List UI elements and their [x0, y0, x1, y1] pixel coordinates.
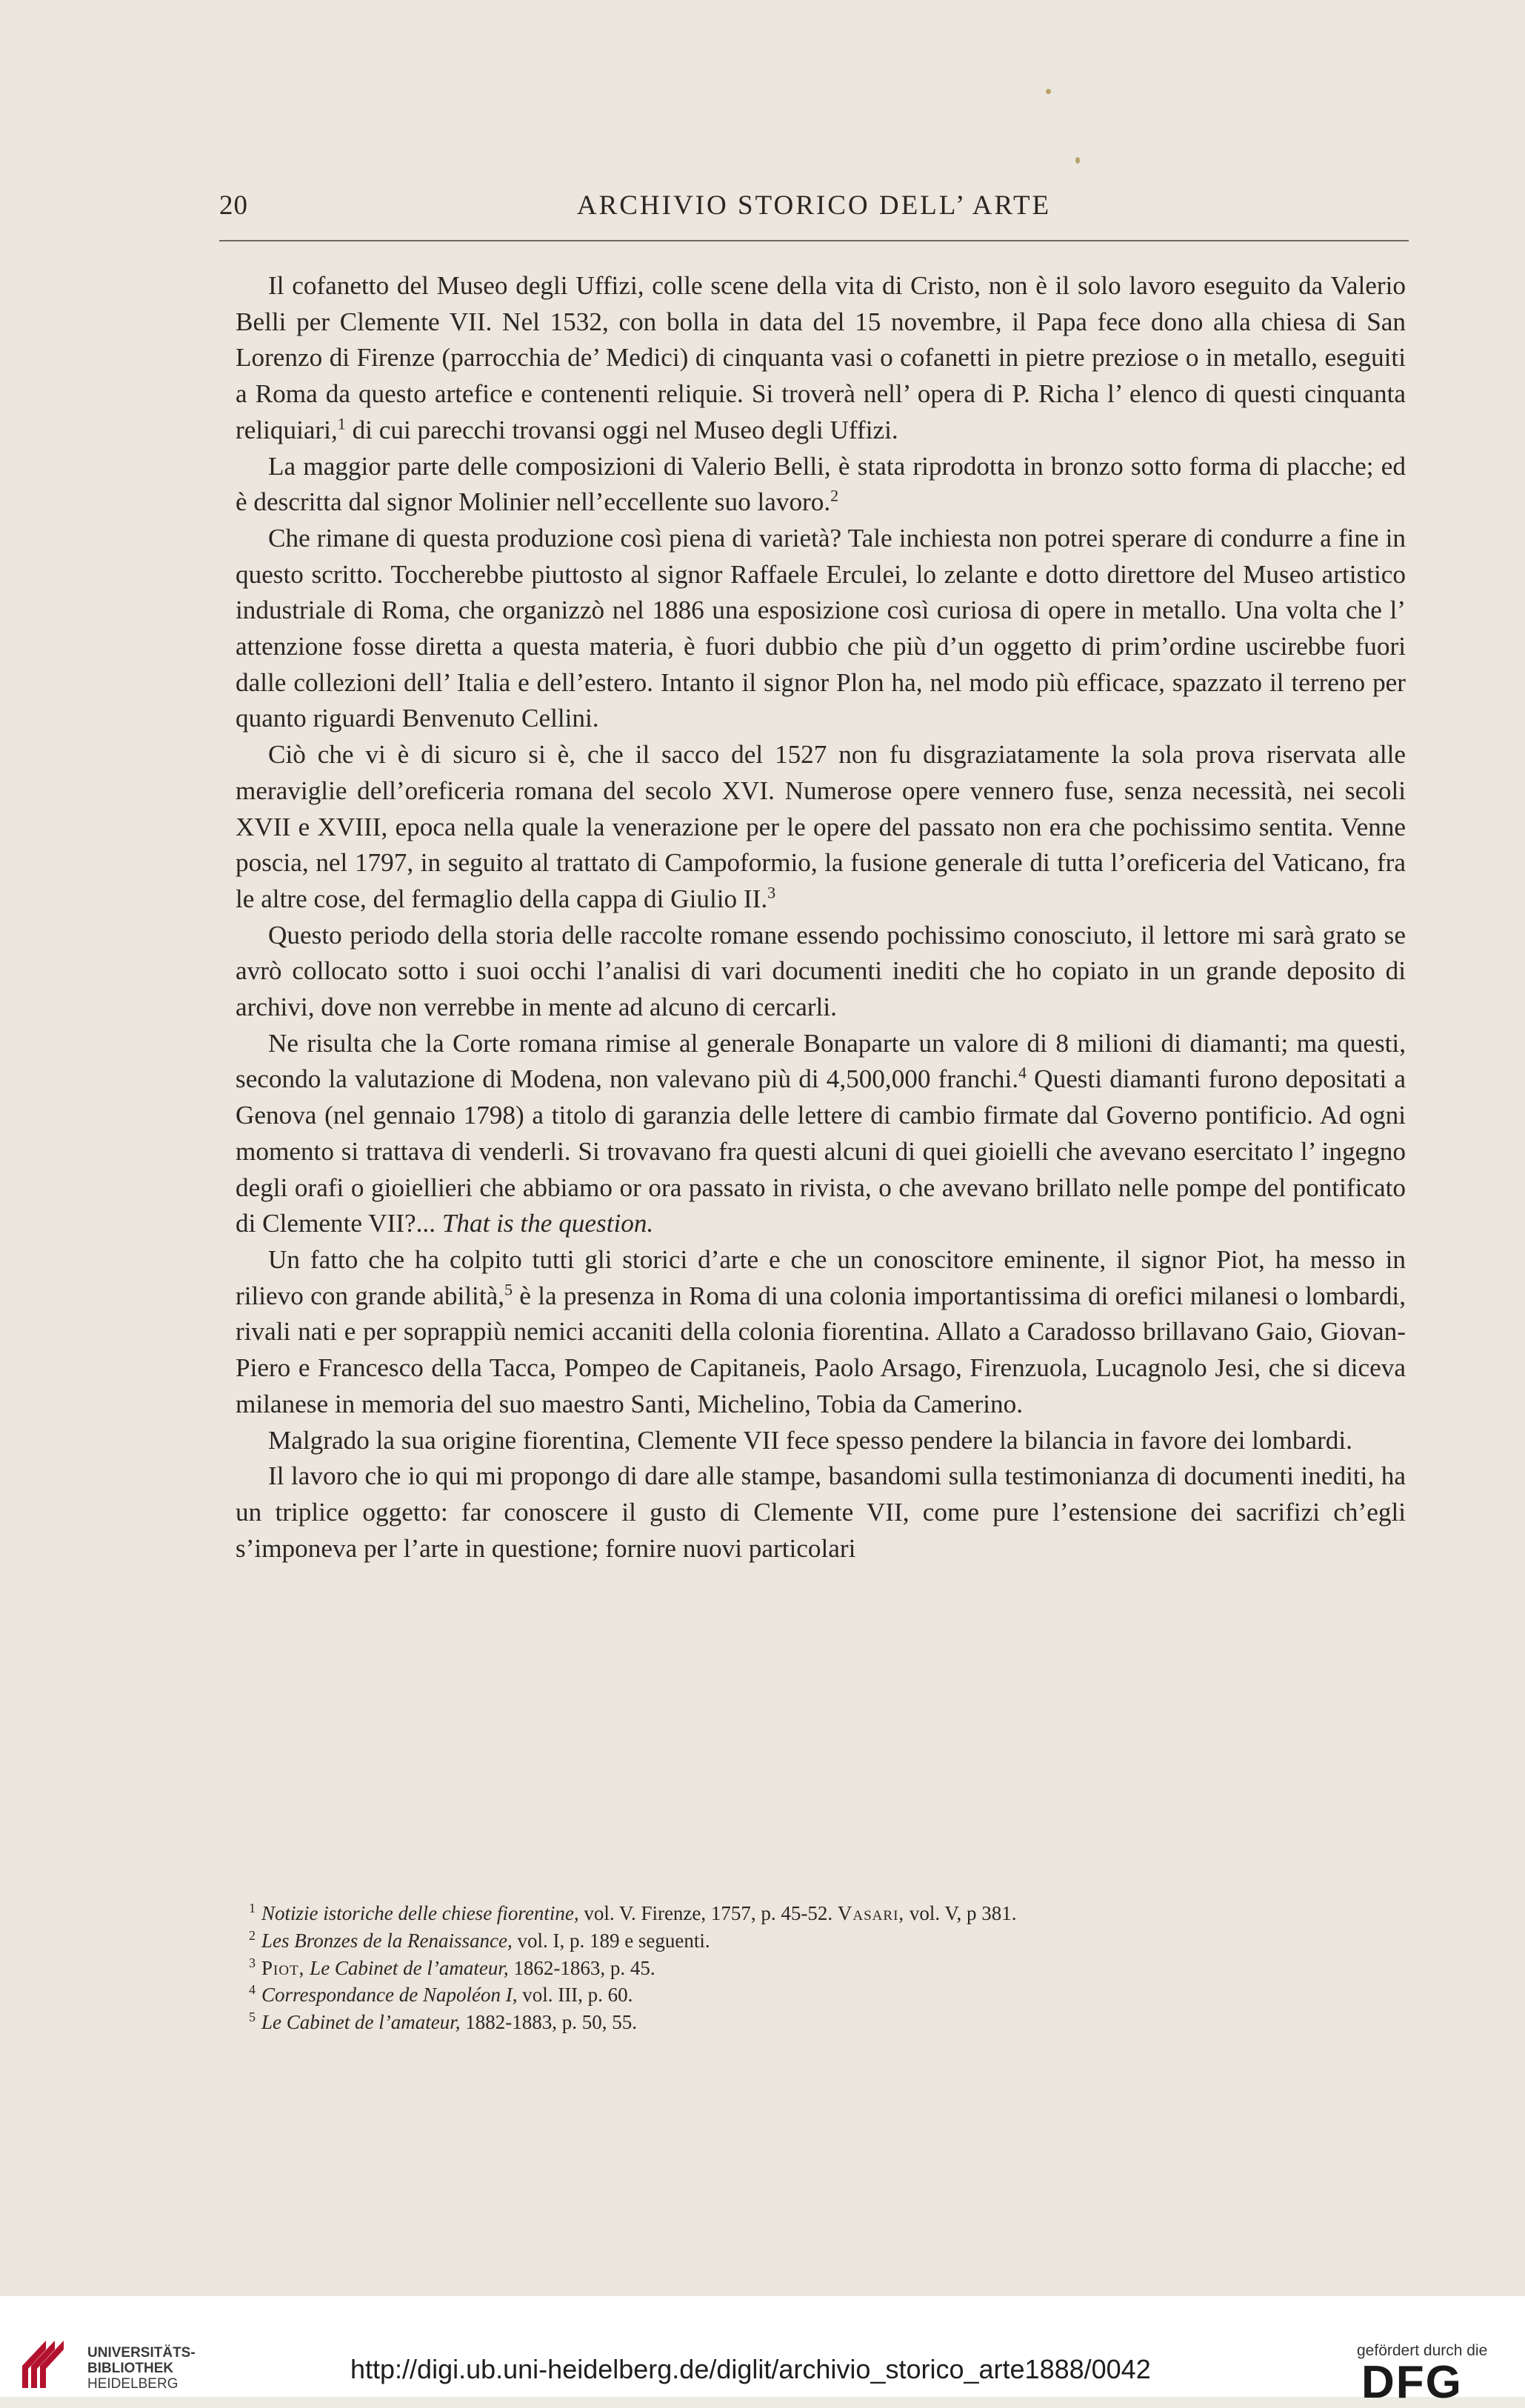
- dfg-logo[interactable]: DFG: [1361, 2357, 1463, 2408]
- permalink[interactable]: http://digi.ub.uni-heidelberg.de/diglit/archivio_storico_arte1888/0042: [350, 2354, 1151, 2384]
- footnote-ref[interactable]: 1: [337, 414, 346, 433]
- funder-label: gefördert durch die: [1357, 2342, 1488, 2359]
- footnote: $^5$ Le Cabinet de l’amateur, 1882-1883, p. 50, 55.: [249, 2010, 637, 2034]
- paragraph: Questo periodo della storia delle raccolte romane essendo pochissimo conosciuto, il lettore mi sarà grato se avrò collocato sotto i suoi occhi l’analisi di vari documenti inediti che ho copiato in un grande deposito di archivi, dove non verrebbe in mente ad alcuno di cercarli.: [236, 920, 1406, 1022]
- library-name[interactable]: UNIVERSITÄTS- BIBLIOTHEK HEIDELBERG: [87, 2345, 196, 2392]
- footnote: $^3$ Piot, Le Cabinet de l’amateur, 1862-1863, p. 45.: [249, 1955, 655, 1979]
- header-rule: [219, 240, 1409, 241]
- footnote-ref[interactable]: 5: [504, 1279, 513, 1298]
- paragraph: Ciò che vi è di sicuro si è, che il sacco del 1527 non fu disgraziatamente la sola prova riservata alle meraviglie dell’oreficeria romana del secolo XVI. Numerose opere vennero fuse, senza necessità, nei secoli XVII e XVIII, epoca nella quale la venerazione per le opere del passato non era che pochissimo sentita. Venne poscia, nel 1797, in seguito al trattato di Campoformio, la fusione generale di tutta l’oreficeria del Vaticano, fra le altre cose, del fermaglio della cappa di Giulio II.$^3$: [236, 740, 1406, 913]
- footnote: $^1$ Notizie istoriche delle chiese fiorentine, vol. V. Firenze, 1757, p. 45-52. Vasari, vol. V, p 381.: [249, 1901, 1017, 1924]
- paper-speck: [1075, 157, 1080, 164]
- paragraph: Il lavoro che io qui mi propongo di dare alle stampe, basandomi sulla testimonianza di documenti inediti, ha un triplice oggetto: far conoscere il gusto di Clemente VII, come pure l’estensione dei sacrifizi ch’egli s’imponeva per l’arte in questione; fornire nuovi particolari: [236, 1461, 1406, 1563]
- footnote: $^4$ Correspondance de Napoléon I, vol. III, p. 60.: [249, 1982, 633, 2007]
- page-number: 20: [219, 190, 248, 221]
- paragraph: Il cofanetto del Museo degli Uffizi, colle scene della vita di Cristo, non è il solo lavoro eseguito da Valerio Belli per Clemente VII. Nel 1532, con bolla in data del 15 novembre, il Papa fece dono alla chiesa di San Lorenzo di Firenze (parrocchia de’ Medici) di cinquanta vasi o cofanetti in pietre preziose o in metallo, eseguiti a Roma da questo artefice e contenenti reliquie. Si troverà nell’ opera di P. Richa l’ elenco di questi cinquanta reliquiari,$^1$ di cui parecchi trovansi oggi nel Museo degli Uffizi.: [236, 271, 1406, 444]
- paragraph: Ne risulta che la Corte romana rimise al generale Bonaparte un valore di 8 milioni di diamanti; ma questi, secondo la valutazione di Modena, non valevano più di 4,500,000 franchi.$^4$ Questi diamanti furono depositati a Genova (nel gennaio 1798) a titolo di garanzia delle lettere di cambio firmate dal Governo pontificio. Ad ogni momento si trattava di venderli. Si trovavano fra questi alcuni di quei gioielli che avevano esercitato l’ ingegno degli orafi o gioiellieri che abbiamo or ora passato in rivista, o che avevano brillato nelle pompe del pontificato di Clemente VII?... That is the question.: [236, 1028, 1406, 1238]
- running-title: ARCHIVIO STORICO DELL’ ARTE: [576, 190, 1052, 221]
- paragraph: La maggior parte delle composizioni di Valerio Belli, è stata riprodotta in bronzo sotto forma di placche; ed è descritta dal signor Molinier nell’eccellente suo lavoro.$^2$: [236, 451, 1406, 517]
- paragraph: Un fatto che ha colpito tutti gli storici d’arte e che un conoscitore eminente, il signor Piot, ha messo in rilievo con grande abilità,$^5$ è la presenza in Roma di una colonia importantissima di orefici milanesi o lombardi, rivali nati e per soprappiù nemici accaniti della colonia fiorentina. Allato a Caradosso brillavano Gaio, Giovan-Piero e Francesco della Tacca, Pompeo de Capitaneis, Paolo Arsago, Firenzuola, Lucagnolo Jesi, che si diceva milanese in memoria del suo maestro Santi, Michelino, Tobia da Camerino.: [236, 1244, 1406, 1418]
- footnote-ref[interactable]: 3: [767, 883, 776, 902]
- footnote-ref[interactable]: 2: [830, 486, 839, 505]
- body-text: [236, 268, 1406, 1567]
- footnotes: [249, 1900, 1360, 2036]
- paragraph: Che rimane di questa produzione così piena di varietà? Tale inchiesta non potrei sperare di condurre a fine in questo scritto. Toccherebbe piuttosto al signor Raffaele Erculei, lo zelante e dotto direttore del Museo artistico industriale di Roma, che organizzò nel 1886 una esposizione così curiosa di opere in metallo. Una volta che l’ attenzione fosse diretta a questa materia, è fuori dubbio che più d’un oggetto di prim’ordine uscirebbe fuori dalle collezioni dell’ Italia e dell’estero. Intanto il signor Plon ha, nel modo più efficace, spazzato il terreno per quanto riguardi Benvenuto Cellini.: [236, 523, 1406, 733]
- footnote: $^2$ Les Bronzes de la Renaissance, vol. I, p. 189 e seguenti.: [249, 1927, 710, 1952]
- paper-speck: [1046, 89, 1051, 94]
- paragraph: Malgrado la sua origine fiorentina, Clemente VII fece spesso pendere la bilancia in favore dei lombardi.: [268, 1425, 1352, 1455]
- university-library-logo-icon[interactable]: [16, 2336, 68, 2391]
- digitization-footer: [0, 2296, 1525, 2408]
- running-header: [219, 190, 1409, 231]
- footnote-ref[interactable]: 4: [1018, 1063, 1027, 1082]
